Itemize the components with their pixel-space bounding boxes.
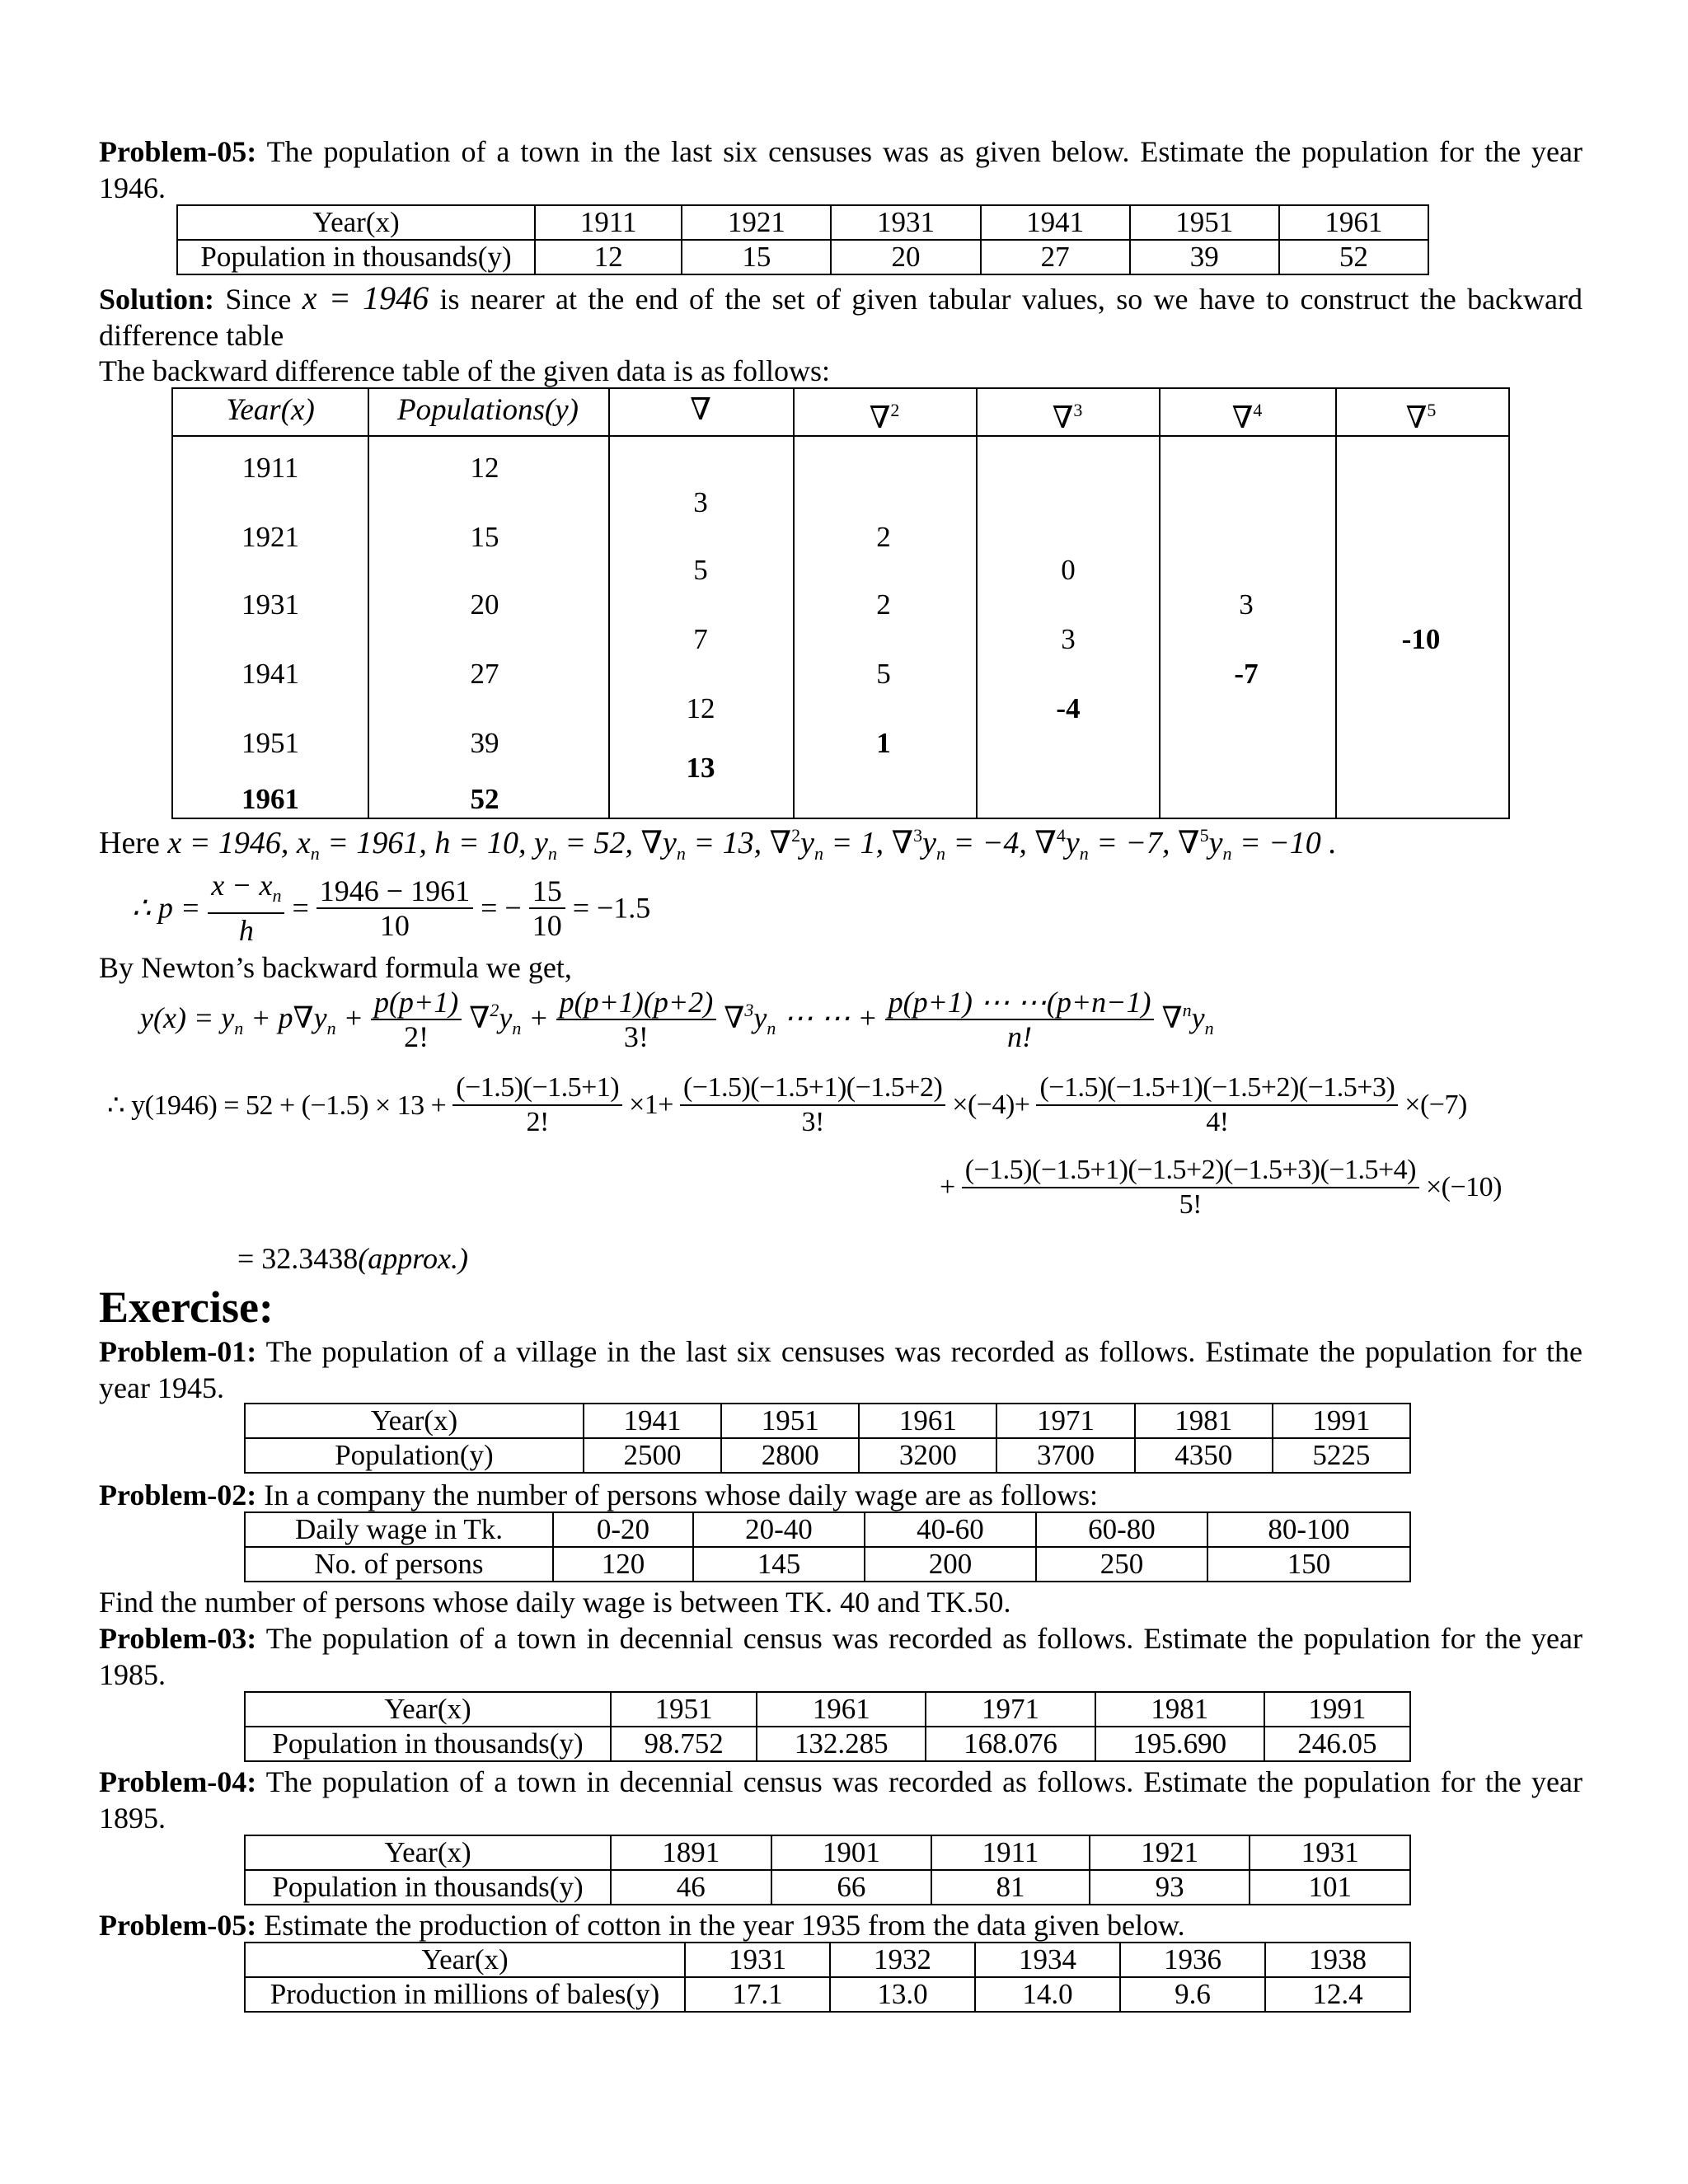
d4-cell: 3	[1239, 588, 1254, 621]
subst-mult: ×(−4)+	[952, 1090, 1030, 1120]
problem-label: Problem-04:	[99, 1765, 257, 1798]
nabla-power: 4	[1253, 400, 1263, 420]
table-cell: 27	[981, 240, 1130, 274]
column-divider	[1335, 389, 1337, 818]
nabla-symbol: ∇	[690, 393, 711, 427]
solution-text-a: Since	[214, 283, 302, 316]
header-nabla-1	[608, 391, 793, 430]
year-cell: 1941	[241, 658, 299, 690]
d3-cell: 0	[1061, 554, 1076, 586]
fraction	[556, 986, 717, 1053]
nabla-power: 3	[1073, 400, 1083, 420]
exercise-problem-02	[99, 1477, 1582, 1513]
fraction-numerator: 15	[529, 874, 565, 909]
table-cell: 14.0	[975, 1977, 1120, 2012]
exercise-02-question: Find the number of persons whose daily wage is between TK. 40 and TK.50.	[99, 1586, 1011, 1619]
table-cell: No. of persons	[245, 1547, 553, 1582]
fraction-numerator: (−1.5)(−1.5+1)(−1.5+2)(−1.5+3)	[1036, 1071, 1398, 1106]
table-cell: 12	[535, 240, 682, 274]
table-cell: Population in thousands(y)	[177, 240, 535, 274]
fraction	[1036, 1071, 1398, 1139]
pop-cell: 27	[470, 658, 499, 690]
table-cell: 1971	[926, 1692, 1095, 1727]
pop-cell: 15	[470, 521, 499, 553]
exercise-problem-03	[99, 1620, 1582, 1693]
fraction-numerator: p(p+1) ⋯ ⋯(p+n−1)	[885, 986, 1155, 1020]
header-nabla-5	[1335, 391, 1507, 438]
table-cell: 1941	[584, 1404, 721, 1438]
column-divider	[608, 389, 610, 818]
fraction-numerator: 1946 − 1961	[316, 874, 473, 909]
formula-part: y	[499, 1001, 513, 1034]
fraction-denominator: 5!	[1179, 1189, 1202, 1220]
problem-05-text: The population of a town in the last six censuses was as given below. Estimate the population for the year 1946.	[99, 135, 1582, 204]
table-cell: 1931	[1250, 1835, 1410, 1870]
table-cell: Daily wage in Tk.	[245, 1512, 553, 1547]
problem-text: In a company the number of persons whose daily wage are as follows:	[256, 1479, 1099, 1511]
fraction	[962, 1154, 1419, 1221]
fraction	[885, 986, 1155, 1053]
table-row	[177, 205, 1428, 240]
diff-table-intro: The backward difference table of the given data is as follows:	[99, 354, 830, 387]
problem-text: The population of a village in the last six censuses was recorded as follows. Estimate the population for the year 1945.	[99, 1335, 1582, 1404]
exercise-problem-04	[99, 1764, 1582, 1836]
formula-part: +	[335, 1001, 363, 1034]
d1-cell: 5	[693, 554, 708, 586]
table-cell: 200	[865, 1547, 1036, 1582]
table-cell: 120	[553, 1547, 693, 1582]
table-cell: 1934	[975, 1943, 1120, 1977]
table-cell: 1991	[1273, 1404, 1410, 1438]
eq-part: = 1, ∇	[823, 826, 914, 860]
table-cell: 93	[1090, 1870, 1250, 1905]
table-cell: 12.4	[1265, 1977, 1410, 2012]
table-cell: 3200	[859, 1438, 996, 1473]
p-lead: ∴ p =	[132, 891, 201, 925]
eq-part: = −10 .	[1231, 826, 1337, 860]
pop-cell: 52	[470, 783, 499, 815]
fraction-denominator: n!	[1007, 1020, 1033, 1053]
table-cell: 1941	[981, 205, 1130, 240]
table-cell: 98.752	[611, 1727, 757, 1761]
fraction-denominator: 2!	[526, 1107, 549, 1137]
column-divider	[793, 389, 795, 818]
d1-cell: 7	[693, 623, 708, 655]
formula-part: +	[521, 1001, 549, 1034]
table-cell: 1961	[757, 1692, 926, 1727]
exercise-problem-01	[99, 1333, 1582, 1406]
d2-cell: 1	[876, 727, 891, 759]
eq-part: = 1961, h = 10, y	[319, 826, 548, 860]
table-cell: 17.1	[685, 1977, 830, 2012]
fraction	[371, 986, 462, 1053]
table-cell: 1931	[685, 1943, 830, 1977]
table-cell: 101	[1250, 1870, 1410, 1905]
table-cell: 20-40	[693, 1512, 865, 1547]
table-row	[245, 1438, 1410, 1473]
d1-cell: 13	[686, 752, 715, 784]
exercise-table-01	[244, 1403, 1411, 1474]
table-cell: 1991	[1264, 1692, 1410, 1727]
table-cell: 5225	[1273, 1438, 1410, 1473]
table-cell: 1932	[830, 1943, 975, 1977]
d4-cell: -7	[1234, 658, 1259, 690]
solution-label: Solution:	[99, 283, 215, 316]
table-cell: 1911	[535, 205, 682, 240]
table-cell: Year(x)	[245, 1835, 611, 1870]
year-cell: 1921	[241, 521, 299, 553]
nabla-symbol: ∇	[869, 401, 891, 435]
table-cell: 1961	[1279, 205, 1428, 240]
table-row	[245, 1977, 1410, 2012]
table-cell: Year(x)	[245, 1692, 611, 1727]
fraction-denominator: 2!	[404, 1020, 429, 1053]
eq-part: = −7, ∇	[1088, 826, 1200, 860]
table-cell: 250	[1036, 1547, 1207, 1582]
problem-label: Problem-05:	[99, 1909, 257, 1942]
table-cell: 40-60	[865, 1512, 1036, 1547]
fraction	[452, 1071, 622, 1139]
problem-label: Problem-01:	[99, 1335, 257, 1368]
problem-text: Estimate the production of cotton in the year 1935 from the data given below.	[256, 1909, 1185, 1942]
table-cell: 1936	[1120, 1943, 1265, 1977]
table-row	[245, 1943, 1410, 1977]
result-approx: (approx.)	[358, 1242, 468, 1275]
table-cell: 1951	[611, 1692, 757, 1727]
table-cell: 4350	[1135, 1438, 1273, 1473]
difference-table	[171, 387, 1510, 819]
pop-cell: 39	[470, 727, 499, 759]
table-row	[245, 1727, 1410, 1761]
d2-cell: 5	[876, 658, 891, 690]
formula-part: y(x) = y	[140, 1001, 235, 1034]
pop-cell: 20	[470, 588, 499, 621]
table-cell: 1951	[721, 1404, 859, 1438]
fraction-denominator: 4!	[1206, 1107, 1229, 1137]
exercise-table-05	[244, 1942, 1411, 2013]
formula-part: y	[753, 1001, 767, 1034]
table-cell: 15	[682, 240, 831, 274]
header-nabla-2	[793, 391, 976, 438]
year-cell: 1951	[241, 727, 299, 759]
problem-text: The population of a town in decennial census was recorded as follows. Estimate the population for the year 1985.	[99, 1622, 1582, 1691]
subst-mult: ×1+	[629, 1090, 673, 1120]
problem-text: The population of a town in decennial census was recorded as follows. Estimate the population for the year 1895.	[99, 1765, 1582, 1835]
table-row	[245, 1547, 1410, 1582]
eq-part: = 13, ∇	[685, 826, 792, 860]
formula-part: ∇	[1161, 1001, 1183, 1034]
fraction: $\frac{x - x_n}{h}$	[208, 869, 284, 947]
nabla-power: 5	[1427, 400, 1437, 420]
table-cell: 1951	[1130, 205, 1279, 240]
problem-label: Problem-02:	[99, 1479, 257, 1511]
table-cell: 1961	[859, 1404, 996, 1438]
table-cell: 2500	[584, 1438, 721, 1473]
given-values: Here x = 1946, $x_n = 1961$, h = 10, $y_n = 52$, $\nabla y_n = 13$, $\nabla^2y_n = 1$, $\nabla^3y_n = -4$, $\nabla^4y_n = -7$, $\nabla^5y_n = -10$ .	[99, 825, 1337, 864]
table-cell: 0-20	[553, 1512, 693, 1547]
fraction-numerator: x − x	[211, 869, 273, 902]
d1-cell: 12	[686, 692, 715, 724]
result	[237, 1241, 468, 1276]
newton-intro: By Newton’s backward formula we get,	[99, 951, 572, 984]
table-cell: 81	[931, 1870, 1090, 1905]
table-cell: 1931	[831, 205, 980, 240]
table-cell: 1938	[1265, 1943, 1410, 1977]
pop-cell: 12	[470, 452, 499, 484]
table-row	[245, 1512, 1410, 1547]
newton-formula: $y(x) = y_n + p\nabla y_n$ + $\frac{p(p+1)}{2!}$ $\nabla^2y_n$ + $\frac{p(p+1)(p+2)}{3!}$ $\nabla^3y_n$ ⋯ ⋯ + $\frac{p(p+1) \cdots \cdots(p+n-1)}{n!}$ $\nabla^ny_n$	[140, 986, 1214, 1053]
nabla-symbol: ∇	[1231, 401, 1254, 435]
column-divider	[1159, 389, 1160, 818]
fraction-denominator: h	[238, 914, 254, 947]
census-table	[176, 204, 1429, 275]
problem-label: Problem-03:	[99, 1622, 257, 1655]
year-cell: 1911	[241, 452, 299, 484]
p-result: = −1.5	[572, 891, 651, 925]
table-cell: 2800	[721, 1438, 859, 1473]
d3-cell: -4	[1056, 692, 1081, 724]
eq-part: = −4, ∇	[945, 826, 1057, 860]
table-row	[245, 1835, 1410, 1870]
table-cell: 145	[693, 1547, 865, 1582]
fraction	[529, 874, 565, 942]
table-row	[245, 1692, 1410, 1727]
fraction-denominator: 3!	[623, 1020, 649, 1053]
fraction-numerator: p(p+1)(p+2)	[556, 986, 717, 1020]
exercise-table-04	[244, 1835, 1411, 1905]
exercise-heading: Exercise:	[99, 1282, 274, 1332]
fraction-numerator: (−1.5)(−1.5+1)	[452, 1071, 622, 1106]
formula-part: + p∇y	[243, 1001, 327, 1034]
table-cell: 132.285	[757, 1727, 926, 1761]
table-cell: 246.05	[1264, 1727, 1410, 1761]
fraction-numerator: (−1.5)(−1.5+1)(−1.5+2)(−1.5+3)(−1.5+4)	[962, 1154, 1419, 1188]
fraction-denominator: 3!	[801, 1107, 824, 1137]
table-cell: 1921	[682, 205, 831, 240]
table-cell: 150	[1207, 1547, 1410, 1582]
eq-part: y	[922, 826, 937, 860]
d2-cell: 2	[876, 521, 891, 553]
eq-part: y	[800, 826, 814, 860]
eq-part: x = 1946, x	[167, 826, 311, 860]
d1-cell: 3	[693, 486, 708, 518]
table-cell: 52	[1279, 240, 1428, 274]
header-nabla-3	[976, 391, 1159, 438]
nabla-power: 2	[890, 400, 900, 420]
solution-x: x = 1946	[302, 279, 429, 316]
eq-part: y	[1065, 826, 1080, 860]
nabla-symbol: ∇	[1052, 401, 1074, 435]
table-cell: 1921	[1090, 1835, 1250, 1870]
solution-text-b: is nearer at the end of the set of given tabular values, so we have to construct the backward difference table	[99, 283, 1583, 352]
table-cell: Production in millions of bales(y)	[245, 1977, 685, 2012]
column-divider	[368, 389, 369, 818]
table-cell: 60-80	[1036, 1512, 1207, 1547]
problem-05-label: Problem-05:	[99, 135, 257, 168]
subst-mult: ×(−10)	[1425, 1172, 1502, 1202]
table-cell: Year(x)	[245, 1943, 685, 1977]
problem-05-statement	[99, 134, 1582, 206]
fraction-denominator: 10	[379, 908, 410, 942]
header-population: Populations(y)	[397, 393, 579, 427]
table-cell: 13.0	[830, 1977, 975, 2012]
year-cell: 1961	[241, 783, 299, 815]
table-cell: 1981	[1095, 1692, 1264, 1727]
fraction	[316, 874, 473, 942]
d2-cell: 2	[876, 588, 891, 621]
table-cell: Population(y)	[245, 1438, 584, 1473]
solution-text	[99, 280, 1582, 354]
header-nabla-4	[1159, 391, 1335, 438]
table-cell: 168.076	[926, 1727, 1095, 1761]
p-mid: = −	[481, 891, 522, 925]
nabla-symbol: ∇	[1405, 401, 1428, 435]
d5-cell: -10	[1401, 623, 1441, 655]
table-cell: Year(x)	[177, 205, 535, 240]
substitution	[107, 1071, 1467, 1139]
table-cell: 1901	[771, 1835, 932, 1870]
exercise-problem-05	[99, 1907, 1582, 1943]
table-cell: 46	[611, 1870, 771, 1905]
table-cell: Year(x)	[245, 1404, 584, 1438]
table-cell: 39	[1130, 240, 1279, 274]
fraction-numerator: p(p+1)	[371, 986, 462, 1020]
table-cell: 1911	[931, 1835, 1090, 1870]
table-cell: 20	[831, 240, 980, 274]
exercise-table-03	[244, 1691, 1411, 1762]
table-cell: 9.6	[1120, 1977, 1265, 2012]
table-cell: 80-100	[1207, 1512, 1410, 1547]
table-row	[245, 1404, 1410, 1438]
fraction	[680, 1071, 945, 1139]
subst-mult: ×(−7)	[1404, 1090, 1467, 1120]
formula-part: ∇	[469, 1001, 490, 1034]
table-cell: Population in thousands(y)	[245, 1870, 611, 1905]
eq-part: = 52, ∇y	[556, 826, 677, 860]
table-row	[177, 240, 1428, 274]
fraction-numerator: (−1.5)(−1.5+1)(−1.5+2)	[680, 1071, 945, 1106]
column-divider	[976, 389, 978, 818]
table-cell: 195.690	[1095, 1727, 1264, 1761]
eq-part: y	[1208, 826, 1223, 860]
table-row	[245, 1870, 1410, 1905]
fraction-denominator: 10	[532, 908, 562, 942]
formula-part: ∇	[724, 1001, 745, 1034]
table-cell: 1971	[996, 1404, 1134, 1438]
here-lead: Here	[99, 826, 168, 860]
table-cell: 66	[771, 1870, 932, 1905]
table-cell: Population in thousands(y)	[245, 1727, 611, 1761]
substitution-cont	[940, 1154, 1502, 1221]
table-cell: 1981	[1135, 1404, 1273, 1438]
exercise-table-02	[244, 1511, 1411, 1582]
subst-lead: ∴ y(1946) = 52 + (−1.5) × 13 +	[107, 1090, 447, 1121]
subst-plus: +	[940, 1172, 955, 1202]
p-calculation: ∴ p = $\frac{x - x_n}{h}$ = $\frac{1946 - 1961}{10}$ = − $\frac{15}{10}$ = −1.5	[132, 869, 651, 947]
header-year: Year(x)	[226, 393, 315, 427]
formula-part: y	[1191, 1001, 1205, 1034]
formula-part: ⋯ ⋯ +	[776, 1001, 878, 1034]
table-cell: 1891	[611, 1835, 771, 1870]
table-cell: 3700	[996, 1438, 1134, 1473]
result-value: = 32.3438	[237, 1242, 359, 1275]
year-cell: 1931	[241, 588, 299, 621]
d3-cell: 3	[1061, 623, 1076, 655]
